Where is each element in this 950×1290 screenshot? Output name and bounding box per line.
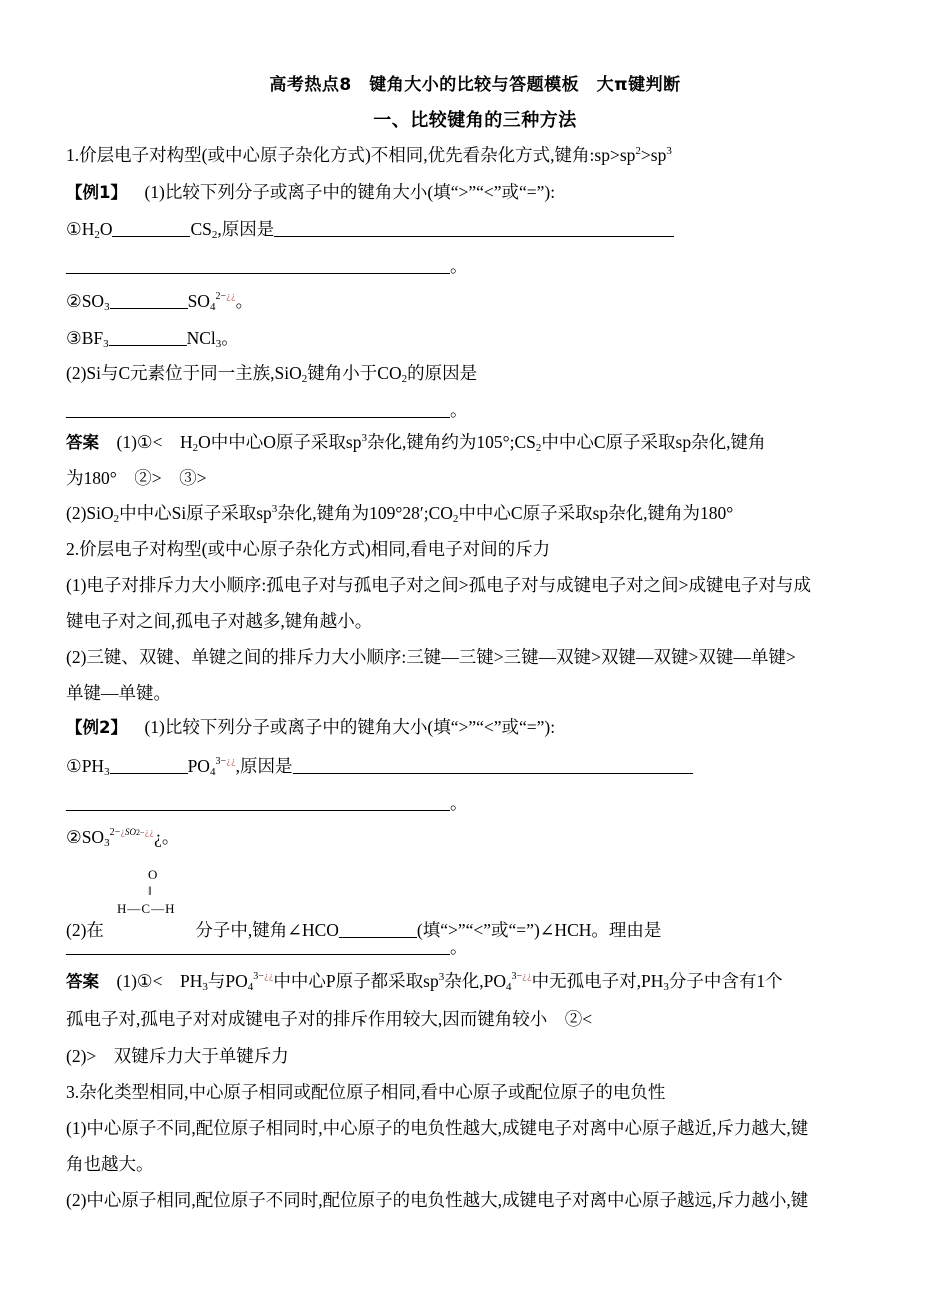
method3-p2a: (2)中心原子相同,配位原子不同时,配位原子的电负性越大,成键电子对离中心原子越远,斥力越小,键 xyxy=(66,1190,809,1210)
example2-prompt: 【例2】 (1)比较下列分子或离子中的键角大小(填“>”“<”或“=”): xyxy=(66,717,556,737)
answer-blank[interactable] xyxy=(66,400,450,418)
example1-answer: 答案 (1)①< $H_2O$中中心O原子采取$sp^3$杂化,键角约为$105^\circ;CS_2$中中心C原子采取sp杂化,键角 xyxy=(66,432,766,454)
example1-tag: 【例1】 xyxy=(66,183,127,202)
example2-tag: 【例2】 xyxy=(66,718,127,737)
answer-blank[interactable] xyxy=(66,937,450,955)
method2-p1b: 键电子对之间,孤电子对越多,键角越小。 xyxy=(66,611,373,631)
example1-question1-cont: 。 xyxy=(66,255,886,277)
method3-heading: 3.杂化类型相同,中心原子相同或配位原子相同,看中心原子或配位原子的电负性 xyxy=(66,1082,666,1102)
page-title: 高考热点8 键角大小的比较与答题模板 大π键判断 xyxy=(269,75,681,95)
answer-label: 答案 xyxy=(66,433,99,452)
example1-question4-cont: 。 xyxy=(66,399,886,421)
example2-answer: 答案 (1)①< $PH_3$与$PO_4^{3-¿¿}$中中心P原子都采取$sp^3$杂化$,PO_4^{3-¿¿}$中无孤电子对$,PH_3$分子中含有1个 xyxy=(66,971,783,993)
answer-blank[interactable] xyxy=(274,219,674,237)
example2-answer2: (2)> 双键斥力大于单键斥力 xyxy=(66,1046,289,1066)
example2-question3: (2)在 O ‖ H—C—H 分子中,键角∠HCO (填“>”“<”或“=”)∠HCH。理由是 xyxy=(66,867,662,940)
example1-prompt: 【例1】 (1)比较下列分子或离子中的键角大小(填“>”“<”或“=”): xyxy=(66,182,556,202)
method2-heading: 2.价层电子对构型(或中心原子杂化方式)相同,看电子对间的斥力 xyxy=(66,539,551,559)
answer-blank[interactable] xyxy=(66,793,450,811)
method3-p1b: 角也越大。 xyxy=(66,1154,154,1174)
method3-p1a: (1)中心原子不同,配位原子相同时,中心原子的电负性越大,成键电子对离中心原子越近,斥力越大,键 xyxy=(66,1118,809,1138)
method2-p1a: (1)电子对排斥力大小顺序:孤电子对与孤电子对之间>孤电子对与成键电子对之间>成键电子对与成 xyxy=(66,575,812,595)
answer-label: 答案 xyxy=(66,972,99,991)
example1-answer-cont: 为180° ②> ③> xyxy=(66,468,207,488)
answer-blank[interactable] xyxy=(110,291,188,309)
example1-question2: $②SO_3$ $SO_4^{2-¿¿}$。 xyxy=(66,291,254,313)
example1-question3: $③BF_3$ NCl$_3$。 xyxy=(66,328,239,350)
method2-p2a: (2)三键、双键、单键之间的排斥力大小顺序:三键—三键>三键—双键>双键—双键>双键—单键> xyxy=(66,647,796,667)
example1-question1: $①H_2O$ $CS_2$,原因是 xyxy=(66,218,886,240)
method1-heading: 1.价层电子对构型(或中心原子杂化方式)不相同,优先看杂化方式,键角$:sp>sp^2>sp^3$ xyxy=(66,145,672,165)
example1-question4: (2)Si与C元素位于同一主族,SiO$_2$键角小于$CO_2$的原因是 xyxy=(66,363,478,385)
example1-answer2: (2)SiO$_2$中中心Si原子采取$sp^3$杂化,键角为$109^\circ 28';CO_2$中中心C原子采取sp杂化,键角为180° xyxy=(66,503,734,525)
answer-blank[interactable] xyxy=(66,256,450,274)
answer-blank[interactable] xyxy=(110,756,188,774)
example2-answer-cont: 孤电子对,孤电子对对成键电子对的排斥作用较大,因而键角较小 ②< xyxy=(66,1009,593,1029)
answer-blank[interactable] xyxy=(293,756,693,774)
example2-question1: $①PH_3$ $PO_4^{3-¿¿}$,原因是 xyxy=(66,755,886,781)
answer-blank[interactable] xyxy=(112,219,190,237)
answer-blank[interactable] xyxy=(109,328,187,346)
example2-question3-cont: 。 xyxy=(66,936,886,958)
formaldehyde-structure: O ‖ H—C—H xyxy=(117,867,176,916)
section-title: 一、比较键角的三种方法 xyxy=(373,110,577,131)
example2-question2: $②SO_3^{2-¿SO2-¿¿}¿$。 xyxy=(66,827,180,849)
method2-p2b: 单键—单键。 xyxy=(66,683,171,703)
example2-question1-cont: 。 xyxy=(66,792,886,814)
